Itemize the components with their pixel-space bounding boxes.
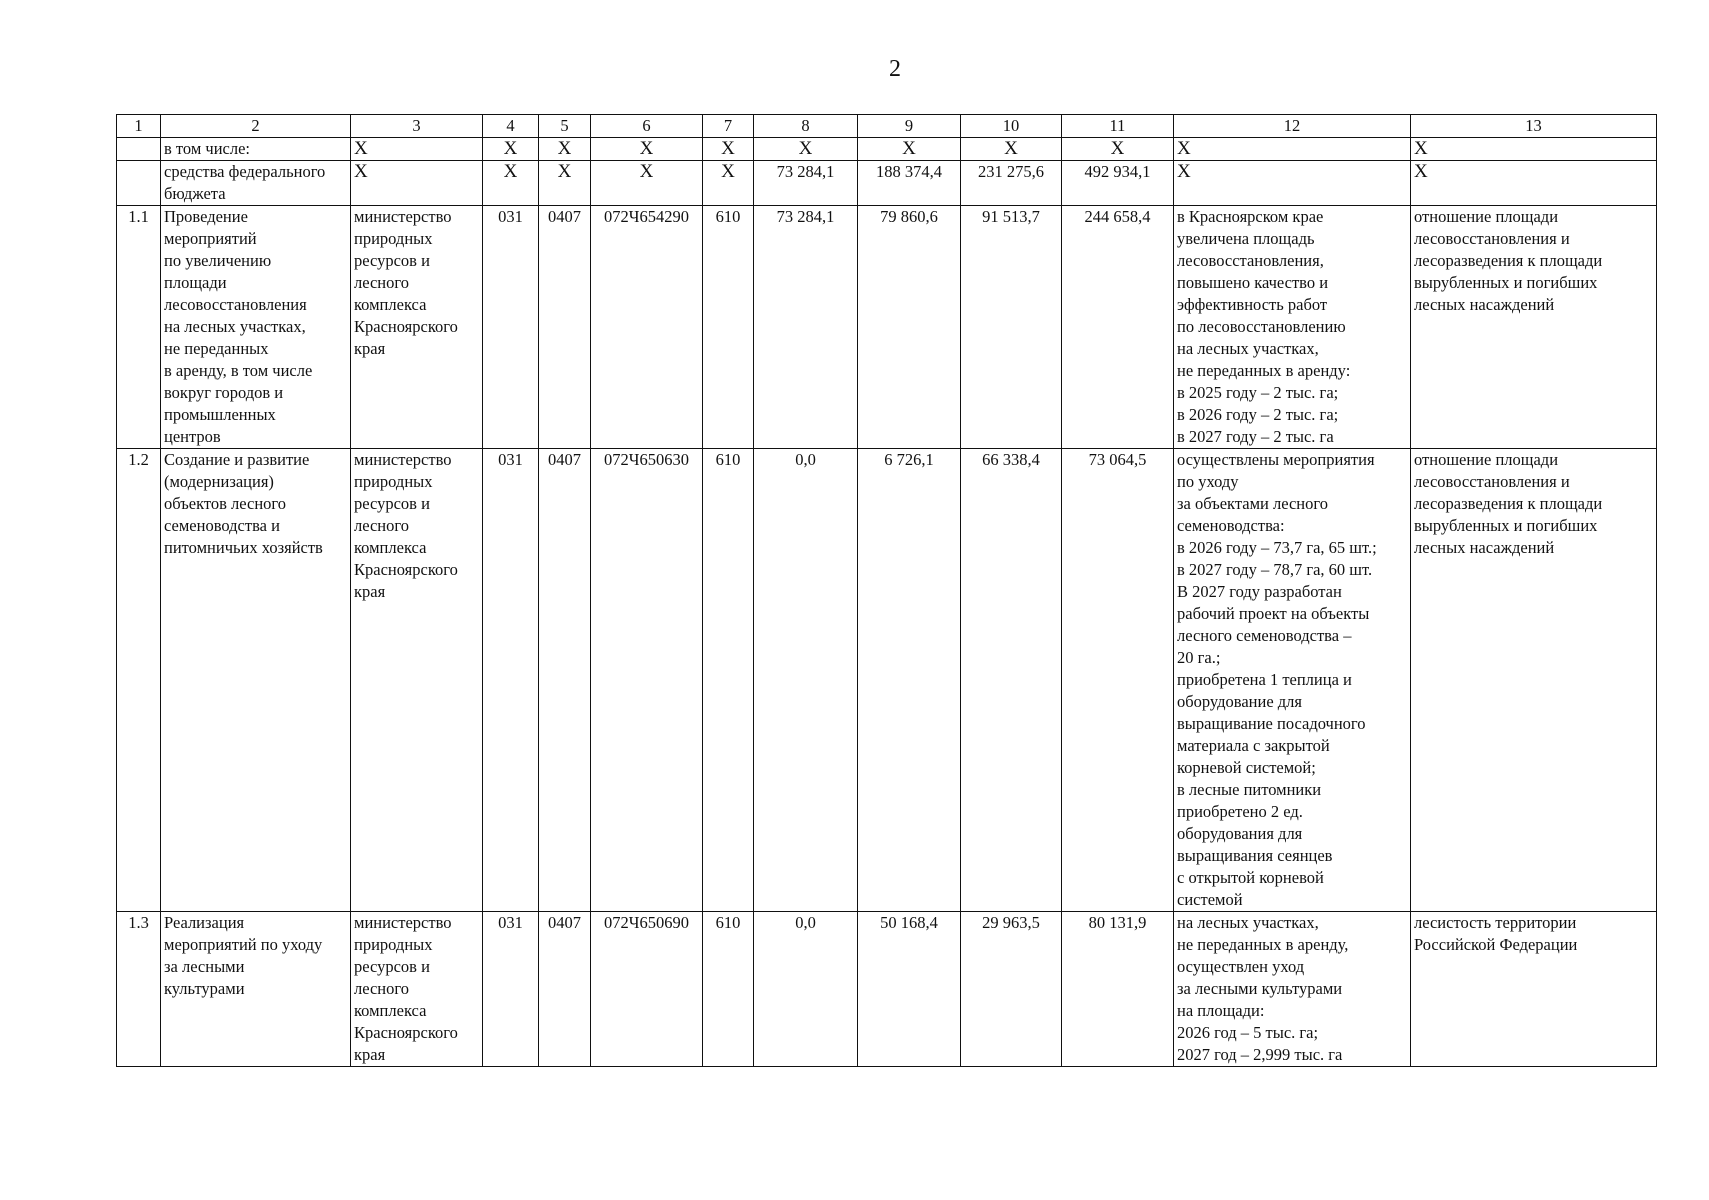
table-cell: 244 658,4 [1062,206,1174,449]
column-header: 9 [858,115,961,138]
column-header: 12 [1174,115,1411,138]
program-table [116,114,1657,1067]
column-header: 7 [703,115,754,138]
table-cell: 66 338,4 [961,449,1062,912]
table-cell: Х [703,161,754,206]
table-cell: Х [1062,138,1174,161]
column-header: 5 [539,115,591,138]
column-number-row [117,115,1657,138]
table-cell: 0407 [539,449,591,912]
table-cell: Х [1411,161,1657,206]
table-row-1-1 [117,206,1657,449]
table-cell: Х [1411,138,1657,161]
table-cell: 80 131,9 [1062,912,1174,1067]
table-cell: 610 [703,912,754,1067]
table-cell: Х [351,161,483,206]
table-cell: министерство природных ресурсов и лесного комплекса Красноярского края [351,912,483,1067]
table-cell: Х [1174,138,1411,161]
table-cell: 79 860,6 [858,206,961,449]
table-cell: министерство природных ресурсов и лесного комплекса Красноярского края [351,449,483,912]
table-cell: лесистость территории Российской Федерации [1411,912,1657,1067]
table-cell: Х [1174,161,1411,206]
table-cell: Х [591,138,703,161]
table-cell [117,161,161,206]
table-cell: 610 [703,206,754,449]
table-cell: 031 [483,206,539,449]
table-cell: Х [858,138,961,161]
table-cell: 0,0 [754,912,858,1067]
table-cell: 0,0 [754,449,858,912]
table-row-federal-budget [117,161,1657,206]
table-cell: Х [961,138,1062,161]
table-cell [117,138,161,161]
table-cell: отношение площади лесовосстановления и лесоразведения к площади вырубленных и погибших лесных насаждений [1411,206,1657,449]
table-cell: 73 284,1 [754,206,858,449]
table-cell: Х [351,138,483,161]
table-cell: 031 [483,449,539,912]
table-cell: 1.1 [117,206,161,449]
column-header: 8 [754,115,858,138]
column-header: 4 [483,115,539,138]
table-cell: 072Ч654290 [591,206,703,449]
table-cell: осуществлены мероприятия по уходу за объектами лесного семеноводства: в 2026 году – 73,7 га, 65 шт.; в 2027 году – 78,7 га, 60 шт. В 2027 году разработан рабочий проект на объекты лесного семеноводства – 20 га.; приобретена 1 теплица и оборудование для выращивание посадочного материала с закрытой корневой системой; в лесные питомники приобретено 2 ед. оборудования для выращивания сеянцев с открытой корневой системой [1174,449,1411,912]
table-cell: 492 934,1 [1062,161,1174,206]
table-cell: 29 963,5 [961,912,1062,1067]
table-cell: отношение площади лесовосстановления и лесоразведения к площади вырубленных и погибших лесных насаждений [1411,449,1657,912]
page-number: 2 [889,56,901,82]
table-cell: 031 [483,912,539,1067]
table-row-including [117,138,1657,161]
column-header: 13 [1411,115,1657,138]
table-cell: в Красноярском крае увеличена площадь лесовосстановления, повышено качество и эффективность работ по лесовосстановлению на лесных участках, не переданных в аренду: в 2025 году – 2 тыс. га; в 2026 году – 2 тыс. га; в 2027 году – 2 тыс. га [1174,206,1411,449]
table-cell: Создание и развитие (модернизация) объектов лесного семеноводства и питомничьих хозяйств [161,449,351,912]
table-cell: министерство природных ресурсов и лесного комплекса Красноярского края [351,206,483,449]
table-cell: Х [703,138,754,161]
table-cell: Проведение мероприятий по увеличению площади лесовосстановления на лесных участках, не переданных в аренду, в том числе вокруг городов и промышленных центров [161,206,351,449]
table-cell: 188 374,4 [858,161,961,206]
table-cell: 072Ч650690 [591,912,703,1067]
table-cell: на лесных участках, не переданных в аренду, осуществлен уход за лесными культурами на площади: 2026 год – 5 тыс. га; 2027 год – 2,999 тыс. га [1174,912,1411,1067]
table-cell: Х [483,161,539,206]
table-cell: 73 284,1 [754,161,858,206]
table-cell: 231 275,6 [961,161,1062,206]
table-cell: 0407 [539,912,591,1067]
table-cell: Х [539,161,591,206]
table-row-1-3 [117,912,1657,1067]
column-header: 1 [117,115,161,138]
table-cell: Х [539,138,591,161]
table-cell: 610 [703,449,754,912]
column-header: 2 [161,115,351,138]
table-cell: Х [483,138,539,161]
table-cell: Х [591,161,703,206]
table-cell: в том числе: [161,138,351,161]
table-cell: 1.3 [117,912,161,1067]
column-header: 6 [591,115,703,138]
table-cell: 50 168,4 [858,912,961,1067]
table-cell: Х [754,138,858,161]
column-header: 10 [961,115,1062,138]
table-cell: 0407 [539,206,591,449]
column-header: 11 [1062,115,1174,138]
table-cell: 73 064,5 [1062,449,1174,912]
table-cell: 6 726,1 [858,449,961,912]
table-row-1-2 [117,449,1657,912]
table-cell: 1.2 [117,449,161,912]
table-cell: Реализация мероприятий по уходу за лесными культурами [161,912,351,1067]
column-header: 3 [351,115,483,138]
table-cell: 072Ч650630 [591,449,703,912]
table-cell: средства федерального бюджета [161,161,351,206]
table-cell: 91 513,7 [961,206,1062,449]
